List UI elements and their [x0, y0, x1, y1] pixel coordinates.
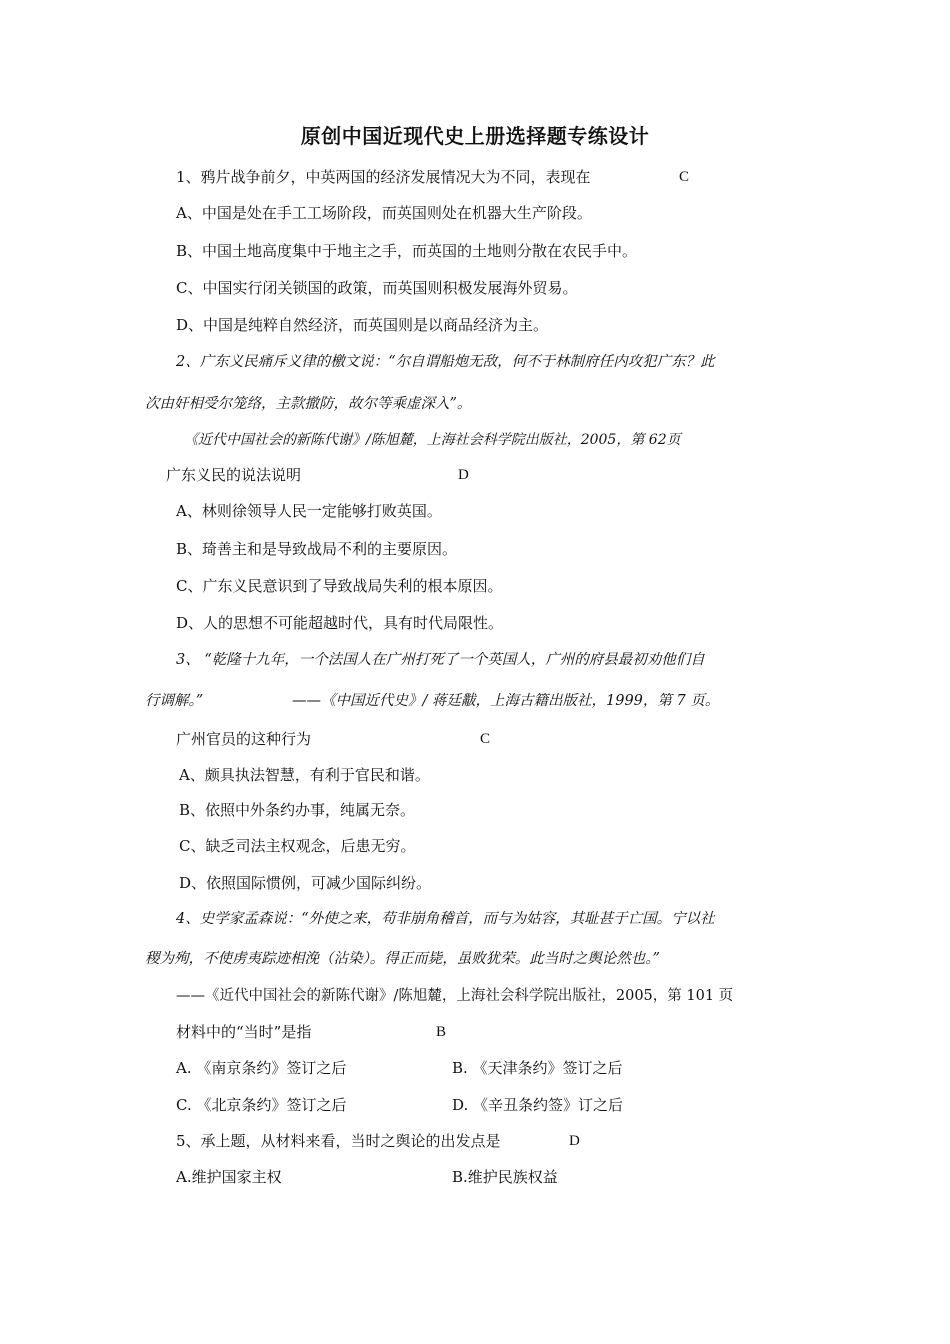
q1-option-b: B、中国土地高度集中于地主之手，而英国的土地则分散在农民手中。	[176, 242, 638, 260]
q3-quote-line1: 3、 “乾隆十九年，一个法国人在广州打死了一个英国人，广州的府县最初劝他们自	[176, 652, 705, 668]
q4-option-a: A. 《南京条约》签订之后	[176, 1059, 347, 1077]
page-title: 原创中国近现代史上册选择题专练设计	[300, 124, 650, 148]
q4-stem: 材料中的“当时”是指	[176, 1023, 312, 1041]
q5-answer: D	[569, 1133, 580, 1149]
q1-stem: 1、鸦片战争前夕，中英两国的经济发展情况大为不同，表现在	[176, 168, 591, 186]
q1-option-a: A、中国是处在手工工场阶段，而英国则处在机器大生产阶段。	[176, 204, 592, 222]
q3-stem: 广州官员的这种行为	[176, 730, 312, 748]
q3-option-a: A、颇具执法智慧，有利于官民和谐。	[179, 766, 430, 784]
q2-answer: D	[458, 467, 469, 483]
q4-option-c: C. 《北京条约》签订之后	[176, 1096, 347, 1114]
q4-answer: B	[436, 1024, 447, 1040]
q1-option-d: D、中国是纯粹自然经济，而英国则是以商品经济为主。	[176, 316, 549, 334]
q2-quote-line1: 2、广东义民痛斥义律的檄文说：“尔自谓船炮无敌，何不于林制府任内攻犯广东？此	[176, 354, 715, 370]
q2-quote-line2: 次由奸相受尔笼络，主款撤防，故尔等乘虚深入”。	[145, 396, 472, 412]
q4-option-d: D. 《辛丑条约签》订之后	[452, 1096, 624, 1114]
q1-answer: C	[679, 169, 690, 185]
q5-option-a: A.维护国家主权	[176, 1168, 282, 1186]
q4-quote-line1: 4、史学家孟森说：“外使之来，苟非崩角稽首，而与为姑容，其耻甚于亡国。宁以社	[176, 911, 715, 927]
q3-answer: C	[480, 731, 491, 747]
q4-quote-line2: 稷为殉，不使虏夷踪迹相浼（沾染）。得正而毙，虽败犹荣。此当时之舆论然也。”	[145, 951, 660, 967]
q5-stem: 5、承上题，从材料来看，当时之舆论的出发点是	[176, 1132, 501, 1150]
q3-option-c: C、缺乏司法主权观念，后患无穷。	[179, 837, 416, 855]
q3-source: ——《中国近代史》/ 蒋廷黻，上海古籍出版社，1999，第 7 页。	[292, 693, 720, 709]
q2-option-b: B、琦善主和是导致战局不利的主要原因。	[176, 540, 458, 558]
q4-option-b: B. 《天津条约》签订之后	[452, 1059, 623, 1077]
q4-source: ——《近代中国社会的新陈代谢》/陈旭麓，上海社会科学院出版社，2005，第 101 页	[176, 988, 734, 1004]
q3-option-d: D、依照国际惯例，可减少国际纠纷。	[179, 874, 432, 892]
q2-option-c: C、广东义民意识到了导致战局失利的根本原因。	[176, 577, 503, 595]
q2-source: 《近代中国社会的新陈代谢》/陈旭麓，上海社会科学院出版社，2005，第 62页	[184, 432, 681, 448]
q2-option-a: A、林则徐领导人民一定能够打败英国。	[176, 502, 442, 520]
q2-stem: 广东义民的说法说明	[166, 466, 302, 484]
q1-option-c: C、中国实行闭关锁国的政策，而英国则积极发展海外贸易。	[176, 279, 578, 297]
q2-option-d: D、人的思想不可能超越时代，具有时代局限性。	[176, 614, 504, 632]
q3-option-b: B、依照中外条约办事，纯属无奈。	[179, 801, 416, 819]
q5-option-b: B.维护民族权益	[452, 1168, 558, 1186]
q3-quote-line2: 行调解。”	[145, 693, 204, 709]
